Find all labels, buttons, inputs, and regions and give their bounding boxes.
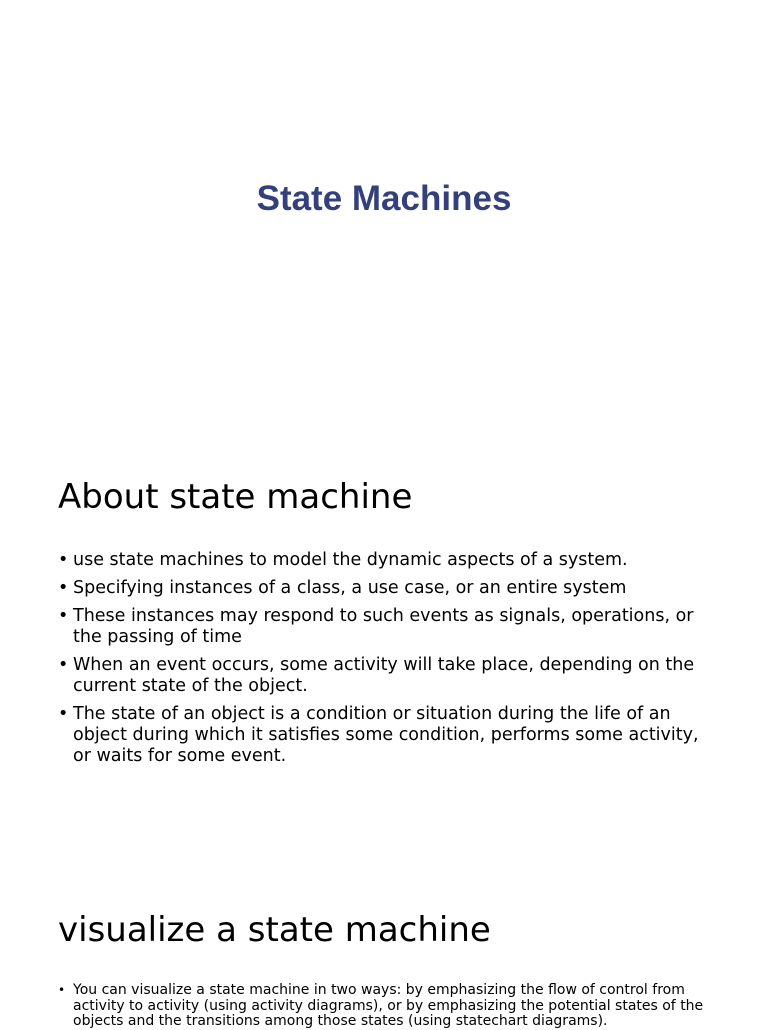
about-bullet-list: [58, 550, 718, 774]
presentation-title: State Machines: [256, 179, 512, 218]
section-heading-about: About state machine: [58, 477, 413, 517]
bullet-icon: •: [58, 704, 69, 724]
bullet-icon: •: [58, 578, 69, 598]
slide-title: [0, 0, 768, 440]
list-item: [58, 655, 718, 697]
bullet-text: The state of an object is a condition or situation during the life of an object during which it satisfies some condition, performs some activity, or waits for some event.: [73, 704, 699, 766]
bullet-icon: •: [58, 550, 69, 570]
bullet-text: You can visualize a state machine in two ways: by emphasizing the flow of control from activity to activity (using activity diagrams), or by emphasizing the potential states of the objects and the transitions among those states (using statechart diagrams).: [73, 982, 704, 1029]
section-heading-visualize: visualize a state machine: [58, 910, 491, 950]
list-item: [58, 983, 718, 1030]
bullet-icon: •: [58, 606, 69, 626]
bullet-icon: •: [58, 655, 69, 675]
list-item: [58, 606, 718, 648]
bullet-text: use state machines to model the dynamic aspects of a system.: [73, 550, 628, 570]
bullet-icon: •: [58, 983, 66, 997]
list-item: [58, 704, 718, 767]
visualize-bullet-list: [58, 983, 718, 1030]
list-item: [58, 550, 718, 571]
bullet-text: Specifying instances of a class, a use case, or an entire system: [73, 578, 627, 598]
bullet-text: When an event occurs, some activity will take place, depending on the current state of the object.: [73, 655, 695, 696]
bullet-text: These instances may respond to such events as signals, operations, or the passing of time: [73, 606, 694, 647]
list-item: [58, 578, 718, 599]
